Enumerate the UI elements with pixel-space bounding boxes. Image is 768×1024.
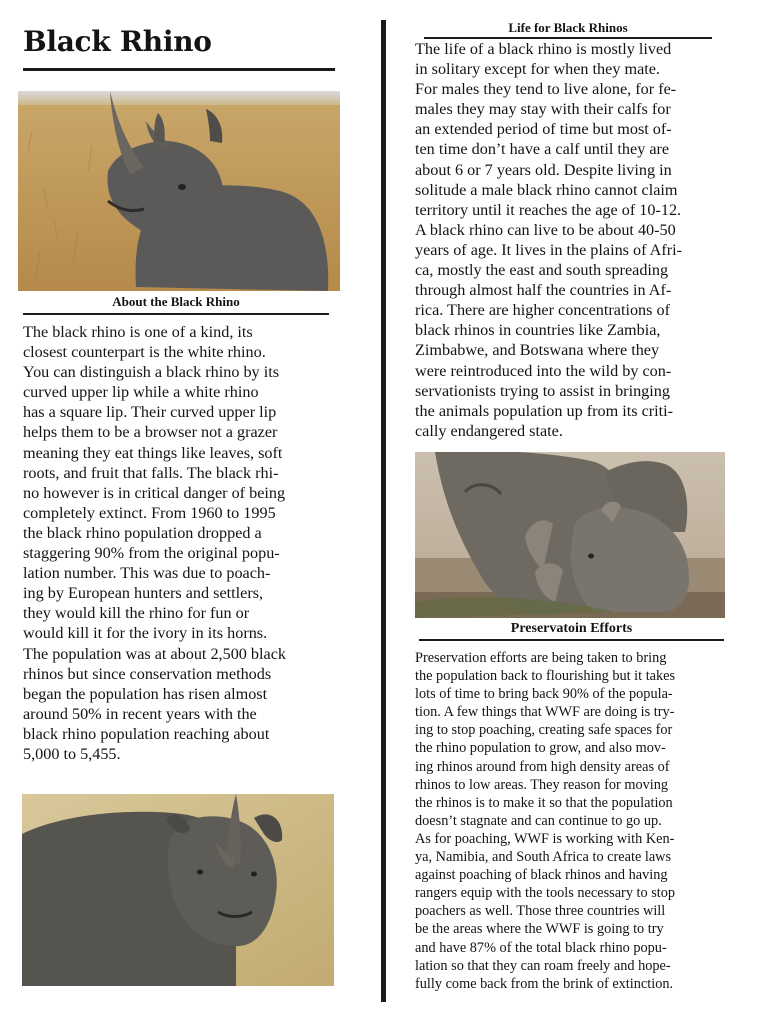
life-body-line: cally endangered state. bbox=[415, 421, 563, 440]
preservation-heading-rule bbox=[419, 639, 724, 641]
preservation-body-line: ya, Namibia, and South Africa to create laws bbox=[415, 849, 672, 866]
life-body-line: ca, mostly the east and south spreading bbox=[415, 261, 669, 280]
about-heading-rule bbox=[23, 313, 329, 315]
about-body-line: around 50% in recent years with the bbox=[23, 704, 257, 723]
about-body-line: The population was at about 2,500 black bbox=[23, 644, 286, 663]
life-body-line: black rhinos in countries like Zambia, bbox=[415, 321, 661, 340]
about-body-line: black rhino population reaching about bbox=[23, 724, 270, 743]
about-body-line: completely extinct. From 1960 to 1995 bbox=[23, 503, 276, 522]
preservation-body-line: lation so that they can roam freely and hope- bbox=[415, 957, 671, 974]
preservation-body-line: poachers as well. Those three countries will bbox=[415, 903, 666, 920]
preservation-body-line: and have 87% of the total black rhino popu- bbox=[415, 939, 667, 956]
black-rhino-closeup-photo bbox=[22, 794, 334, 986]
title-rule bbox=[23, 68, 335, 71]
life-body-line: solitude a male black rhino cannot claim bbox=[415, 180, 678, 199]
about-body-line: meaning they eat things like leaves, soft bbox=[23, 443, 283, 462]
preservation-body-line: be the areas where the WWF is going to try bbox=[415, 921, 664, 938]
about-body-line: You can distinguish a black rhino by its bbox=[23, 363, 279, 382]
about-body-line: roots, and fruit that falls. The black rhi- bbox=[23, 463, 279, 482]
life-body-line: about 6 or 7 years old. Despite living in bbox=[415, 160, 672, 179]
preservation-body-line: doesn’t stagnate and can continue to go up. bbox=[415, 812, 662, 829]
life-body-line: years of age. It lives in the plains of Afri- bbox=[415, 240, 683, 259]
preservation-body-line: the rhinos is to make it so that the population bbox=[415, 794, 673, 811]
about-body-line: ing by European hunters and settlers, bbox=[23, 584, 264, 603]
life-body-line: an extended period of time but most of- bbox=[415, 120, 672, 139]
preservation-body-line: lots of time to bring back 90% of the popula- bbox=[415, 686, 673, 703]
preservation-body-line: As for poaching, WWF is working with Ken- bbox=[415, 830, 675, 847]
about-body-line: rhinos but since conservation methods bbox=[23, 664, 272, 683]
preservation-body-line: tion. A few things that WWF are doing is try- bbox=[415, 704, 675, 721]
about-body-line: curved upper lip while a white rhino bbox=[23, 383, 259, 402]
about-body-line: 5,000 to 5,455. bbox=[23, 744, 121, 763]
column-divider bbox=[381, 20, 386, 1002]
life-body-line: were reintroduced into the wild by con- bbox=[415, 361, 672, 380]
about-body-line: closest counterpart is the white rhino. bbox=[23, 343, 266, 362]
about-body-line: helps them to be a browser not a grazer bbox=[23, 423, 278, 442]
about-body-line: the black rhino population dropped a bbox=[23, 523, 262, 542]
preservation-body-line: ing to stop poaching, creating safe spaces for bbox=[415, 722, 673, 739]
about-body-line: they would kill the rhino for fun or bbox=[23, 604, 250, 623]
about-body-line: The black rhino is one of a kind, its bbox=[23, 323, 253, 341]
life-body-line: rica. There are higher concentrations of bbox=[415, 301, 670, 320]
about-body-line: has a square lip. Their curved upper lip bbox=[23, 403, 277, 422]
life-body-line: servationists trying to assist in bringing bbox=[415, 381, 670, 400]
life-body-line: For males they tend to live alone, for fe- bbox=[415, 80, 677, 99]
page-title: Black Rhino bbox=[23, 25, 212, 58]
preservation-body-line: ing rhinos around from high density areas of bbox=[415, 758, 670, 775]
about-body-line: lation number. This was due to poach- bbox=[23, 564, 271, 583]
about-body-line: would kill it for the ivory in its horns. bbox=[23, 624, 268, 643]
preservation-heading: Preservatoin Efforts bbox=[510, 621, 633, 636]
black-rhino-grassland-photo bbox=[18, 91, 340, 291]
preservation-body-line: Preservation efforts are being taken to bring bbox=[415, 650, 667, 666]
life-body-line: territory until it reaches the age of 10-12. bbox=[415, 200, 682, 219]
about-body-line: began the population has risen almost bbox=[23, 684, 268, 703]
life-body-line: through almost half the countries in Af- bbox=[415, 281, 672, 300]
about-body bbox=[23, 322, 286, 764]
preservation-body-line: fully come back from the brink of extinction. bbox=[415, 975, 674, 992]
life-body-line: A black rhino can live to be about 40-50 bbox=[415, 220, 676, 239]
life-heading: Life for Black Rhinos bbox=[508, 20, 628, 35]
preservation-body-line: rangers equip with the tools necessary to stop bbox=[415, 885, 676, 902]
about-heading: About the Black Rhino bbox=[112, 294, 240, 309]
about-body-line: no however is in critical danger of being bbox=[23, 483, 286, 502]
preservation-body-line: the population back to flourishing but it takes bbox=[415, 668, 676, 685]
about-body-line: staggering 90% from the original popu- bbox=[23, 544, 280, 563]
life-body bbox=[415, 39, 682, 441]
rhino-mother-and-calf-photo bbox=[415, 452, 725, 618]
life-body-line: ten time don’t have a calf until they are bbox=[415, 140, 670, 159]
preservation-body-line: rhinos to low areas. They reason for moving bbox=[415, 776, 669, 793]
life-body-line: males they may stay with their calfs for bbox=[415, 100, 671, 119]
life-body-line: the animals population up from its criti- bbox=[415, 401, 674, 420]
life-body-line: in solitary except for when they mate. bbox=[415, 60, 660, 79]
preservation-body-line: against poaching of black rhinos and having bbox=[415, 867, 668, 884]
life-body-line: The life of a black rhino is mostly lived bbox=[415, 40, 672, 58]
preservation-body-line: the rhino population to grow, and also mov- bbox=[415, 740, 666, 757]
life-body-line: Zimbabwe, and Botswana where they bbox=[415, 341, 660, 360]
preservation-body bbox=[415, 649, 675, 993]
